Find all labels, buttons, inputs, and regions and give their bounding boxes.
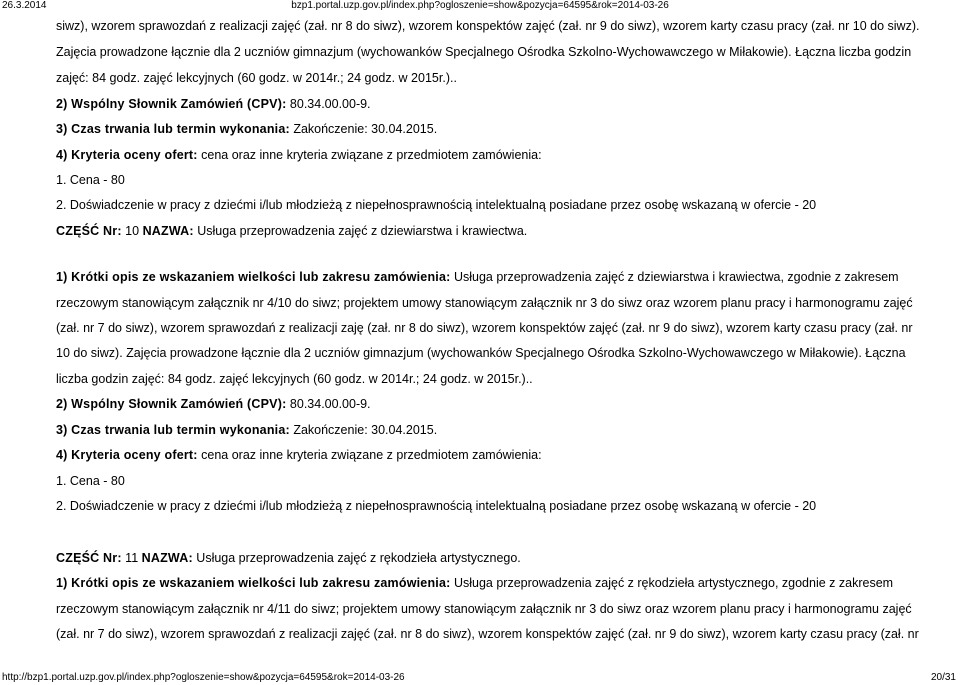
- part-name-label: NAZWA:: [141, 551, 193, 565]
- part-name-label: NAZWA:: [142, 224, 194, 238]
- print-url-footer: http://bzp1.portal.uzp.gov.pl/index.php?ogloszenie=show&pozycja=64595&rok=2014-03-26: [2, 672, 405, 683]
- duration-value: Zakończenie: 30.04.2015.: [289, 423, 438, 437]
- criteria-line: [56, 447, 542, 463]
- cpv-label: 2) Wspólny Słownik Zamówień (CPV):: [56, 97, 287, 111]
- description-value: Usługa przeprowadzenia zajęć z dziewiarstwa i krawiectwa, zgodnie z zakresem: [450, 270, 899, 284]
- duration-value: Zakończenie: 30.04.2015.: [289, 122, 438, 136]
- criteria-value: cena oraz inne kryteria związane z przedmiotem zamówienia:: [197, 448, 542, 462]
- text-line: liczba godzin zajęć: 84 godz. zajęć lekcyjnych (60 godz. w 2014r.; 24 godz. w 2015r.)..: [56, 372, 533, 386]
- criteria-item: 2. Doświadczenie w pracy z dziećmi i/lub młodzieżą z niepełnosprawnością intelektualną posiadane przez osobę wskazaną w ofercie - 20: [56, 198, 817, 212]
- criteria-line: [56, 147, 542, 163]
- description-label: 1) Krótki opis ze wskazaniem wielkości lub zakresu zamówienia:: [56, 270, 451, 284]
- description-line: [56, 575, 893, 591]
- text-line: (zał. nr 7 do siwz), wzorem sprawozdań z realizacji zajęć (zał. nr 8 do siwz), wzorem konspektów zajęć (zał. nr 9 do siwz), wzorem karty czasu pracy (zał. nr: [56, 627, 919, 641]
- print-date: 26.3.2014: [2, 0, 47, 11]
- part-name-value: Usługa przeprowadzenia zajęć z rękodzieła artystycznego.: [192, 551, 521, 565]
- cpv-value: 80.34.00.00-9.: [286, 397, 371, 411]
- duration-label: 3) Czas trwania lub termin wykonania:: [56, 122, 290, 136]
- text-line: (zał. nr 7 do siwz), wzorem sprawozdań z realizacji zaję (zał. nr 8 do siwz), wzorem konspektów zajęć (zał. nr 9 do siwz), wzorem karty czasu pracy (zał. nr: [56, 321, 913, 335]
- description-value: Usługa przeprowadzenia zajęć z rękodzieła artystycznego, zgodnie z zakresem: [450, 576, 894, 590]
- cpv-label: 2) Wspólny Słownik Zamówień (CPV):: [56, 397, 287, 411]
- duration-line: [56, 121, 437, 137]
- duration-line: [56, 422, 437, 438]
- cpv-value: 80.34.00.00-9.: [286, 97, 371, 111]
- text-line: Zajęcia prowadzone łącznie dla 2 uczniów gimnazjum (wychowanków Specjalnego Ośrodka Szkolno-Wychowawczego w Miłakowie). Łączna liczba godzin: [56, 45, 912, 59]
- text-line: rzeczowym stanowiącym załącznik nr 4/11 do siwz; projektem umowy stanowiącym załącznik nr 3 do siwz oraz wzorem planu pracy i harmonogramu zajęć: [56, 602, 912, 616]
- part-11-title: [56, 550, 521, 566]
- cpv-line: [56, 396, 371, 412]
- criteria-item: 2. Doświadczenie w pracy z dziećmi i/lub młodzieżą z niepełnosprawnością intelektualną posiadane przez osobę wskazaną w ofercie - 20: [56, 499, 817, 513]
- text-line: 10 do siwz). Zajęcia prowadzone łącznie dla 2 uczniów gimnazjum (wychowanków Specjalnego Ośrodka Szkolno-Wychowawczego w Miłakowie). Łączna: [56, 346, 906, 360]
- part-label: CZĘŚĆ Nr:: [56, 551, 122, 565]
- text-line: siwz), wzorem sprawozdań z realizacji zajęć (zał. nr 8 do siwz), wzorem konspektów zajęć (zał. nr 9 do siwz), wzorem karty czasu pracy (zał. nr 10 do siwz).: [56, 19, 920, 33]
- text-line: zajęć: 84 godz. zajęć lekcyjnych (60 godz. w 2014r.; 24 godz. w 2015r.)..: [56, 71, 457, 85]
- criteria-label: 4) Kryteria oceny ofert:: [56, 148, 198, 162]
- part-name-value: Usługa przeprowadzenia zajęć z dziewiarstwa i krawiectwa.: [193, 224, 528, 238]
- page-number: 20/31: [930, 672, 956, 683]
- part-number: 10: [121, 224, 143, 238]
- criteria-value: cena oraz inne kryteria związane z przedmiotem zamówienia:: [197, 148, 542, 162]
- cpv-line: [56, 96, 371, 112]
- print-url-header: bzp1.portal.uzp.gov.pl/index.php?ogloszenie=show&pozycja=64595&rok=2014-03-26: [291, 0, 669, 11]
- description-line: [56, 269, 899, 285]
- criteria-item: 1. Cena - 80: [56, 474, 125, 488]
- criteria-label: 4) Kryteria oceny ofert:: [56, 448, 198, 462]
- criteria-item: 1. Cena - 80: [56, 173, 125, 187]
- part-10-title: [56, 223, 527, 239]
- text-line: rzeczowym stanowiącym załącznik nr 4/10 do siwz; projektem umowy stanowiącym załącznik nr 3 do siwz oraz wzorem planu pracy i harmonogramu zajęć: [56, 296, 913, 310]
- part-number: 11: [121, 551, 142, 565]
- description-label: 1) Krótki opis ze wskazaniem wielkości lub zakresu zamówienia:: [56, 576, 451, 590]
- duration-label: 3) Czas trwania lub termin wykonania:: [56, 423, 290, 437]
- part-label: CZĘŚĆ Nr:: [56, 224, 122, 238]
